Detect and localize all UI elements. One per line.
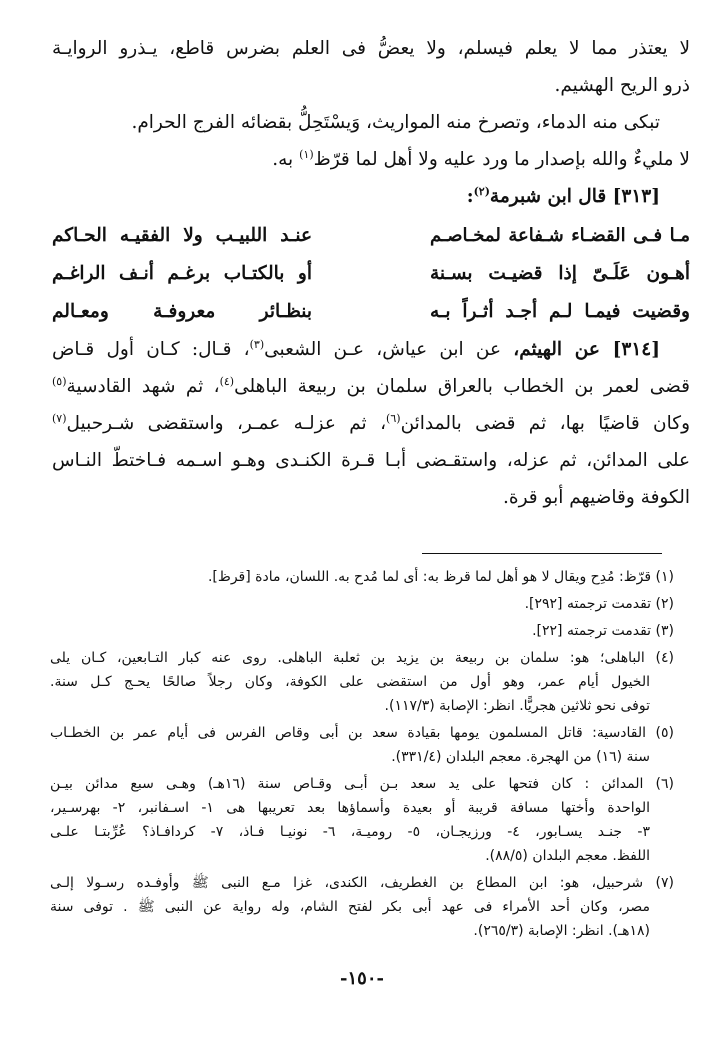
- footnote-ref: (٢): [473, 184, 490, 198]
- footnote-ref: (١): [299, 147, 314, 161]
- footnote-line: (٥) القادسية: قاتل المسلمون يومها بقيادة سعد بن أبى وقاص الفرس فى أيام عمر بن الخطـاب: [50, 725, 674, 741]
- main-text: [52, 30, 690, 516]
- text-run: :: [466, 186, 474, 207]
- footnotes: [50, 565, 674, 946]
- footnote-line: (٧) شرحبيل، هو: ابن المطاع بن الغطريف، الكندى، غزا مـع النبى ﷺ وأوفـده رسـولا إلـى: [50, 875, 674, 891]
- footnote-2: [50, 592, 674, 616]
- footnote-line: سنة (١٦) من الهجرة. معجم البلدان (٣٣١/٤).: [391, 749, 650, 765]
- text-run: عن ابن عياش، عـن الشعبى: [264, 339, 514, 360]
- footnote-4: [50, 646, 674, 718]
- page-number: -١٥٠-: [340, 968, 384, 989]
- verse-second-hemistich: أو بالكتـاب برغـم أنـف الراغـم: [52, 263, 312, 284]
- footnote-ref: (٣): [249, 337, 265, 351]
- poem: [52, 217, 690, 331]
- footnote-ref: (٦): [386, 411, 401, 425]
- text-run: ، قـال: كـان أول قـاض: [52, 339, 250, 360]
- entry-314-heading: [٣١٤] عن الهيثم،: [513, 339, 660, 360]
- paragraph-line: [52, 141, 690, 178]
- footnote-line: اللفظ. معجم البلدان (٨٨/٥).: [485, 848, 650, 864]
- text-run: قضى لعمر بن الخطاب بالعراق سلمان بن ربيعة الباهلى: [234, 376, 690, 397]
- footnote-line: (٤) الباهلى؛ هو: سلمان بن ربيعة بن يزيد بن ثعلبة الباهلى. روى عنه كبار التـابعين، كـان يلى: [50, 650, 674, 666]
- text-run: [٣١٣] قال ابن شبرمة: [489, 186, 660, 207]
- footnote-5: [50, 721, 674, 769]
- footnote-6: [50, 772, 674, 868]
- paragraph-line: لا يعتذر مما لا يعلم فيسلم، ولا يعضُّ فى العلم بضرس قاطع، يـذرو الروايـة: [52, 38, 690, 59]
- verse-second-hemistich: عنـد اللبيـب ولا الفقيـه الحـاكم: [52, 225, 312, 246]
- paragraph-line: الكوفة وقاضيهم أبو قرة.: [503, 487, 690, 508]
- footnote-3: [50, 619, 674, 643]
- footnote-ref: (٤): [219, 374, 235, 388]
- text-run: ، ثم عزلـه عمـر، واستقضى شـرحبيل: [66, 413, 387, 434]
- paragraph-line: ذرو الريح الهشيم.: [554, 75, 690, 96]
- footnote-line: (١٨هـ). انظر: الإصابة (٢٦٥/٣).: [473, 923, 650, 939]
- footnote-ref: (٧): [52, 411, 67, 425]
- footnote-line: الواحدة وأختها مسافة قريبة أو بعيدة وأسماؤها بعد تعريبها هى ١- اسـفانبر، ٢- بهرسـير،: [50, 800, 650, 816]
- paragraph-line: على المدائن، ثم عزله، واستقـضى أبـا قـرة الكنـدى وهـو اسـمه فـاختطّ النـاس: [52, 450, 690, 471]
- verse-first-hemistich: وقضيت فيمـا لـم أجـد أثـراً بـه: [430, 301, 690, 322]
- footnote-line: (٦) المدائن : كان فتحها على يد سعد بـن أبـى وقـاص سنة (١٦هـ) وهـى سبع مدائن بيـن: [50, 776, 674, 792]
- footnote-line: (٣) تقدمت ترجمته [٢٢].: [532, 623, 674, 639]
- verse-second-hemistich: بنظـائر معروفـة ومعـالم: [52, 301, 312, 322]
- paragraph-line: [52, 368, 690, 405]
- footnote-line: (٢) تقدمت ترجمته [٢٩٢].: [524, 596, 674, 612]
- text-run: لا مليءٌ والله بإصدار ما ورد عليه ولا أهل لما قرّظ: [313, 149, 690, 170]
- paragraph-line: [52, 405, 690, 442]
- footnote-7: [50, 871, 674, 943]
- paragraph-line: [52, 331, 690, 368]
- poem-verse: [52, 255, 690, 293]
- paragraph-line: تبكى منه الدماء، وتصرخ منه المواريث، وَيسْتَحِلُّ بقضائه الفرج الحرام.: [131, 112, 660, 133]
- verse-first-hemistich: مـا فـى القضـاء شـفاعة لمخـاصـم: [430, 225, 690, 246]
- footnote-line: توفى نحو ثلاثين هجريًّا. انظر: الإصابة (١١٧/٣).: [384, 698, 650, 714]
- footnote-line: (١) قرّظ: مُدِح ويقال لا هو أهل لما قرظ به: أى لما مُدح به. اللسان، مادة [قرظ].: [207, 569, 674, 585]
- footnote-line: مصر، وكان أحد الأمراء فى عهد أبى بكر لفتح الشام، وله رواية عن النبى ﷺ . توفى سنة: [50, 899, 650, 915]
- footnote-line: ٣- جنـد يسـابور، ٤- ورزيجـان، ٥- روميـة، ٦- نونيـا فـاذ، ٧- كردافـاذ؟ عُرِّبتـا علـى: [50, 824, 650, 840]
- text-run: وكان قاضيًا بها، ثم قضى بالمدائن: [400, 413, 691, 434]
- text-run: به.: [272, 149, 300, 170]
- footnote-1: [50, 565, 674, 589]
- poem-verse: [52, 293, 690, 331]
- footnote-divider: [422, 553, 662, 554]
- text-run: ، ثم شهد القادسية: [66, 376, 220, 397]
- entry-313-heading: [52, 178, 690, 215]
- footnote-line: الخيول أيام عمر، وهو أول من استقضى على الكوفة، وكان رجلاً صالحًا يحـج كـل سنة.: [50, 674, 650, 690]
- verse-first-hemistich: أهـون عَلَـىّ إذا قضيـت بسـنة: [430, 263, 690, 284]
- footnote-ref: (٥): [52, 374, 67, 388]
- poem-verse: [52, 217, 690, 255]
